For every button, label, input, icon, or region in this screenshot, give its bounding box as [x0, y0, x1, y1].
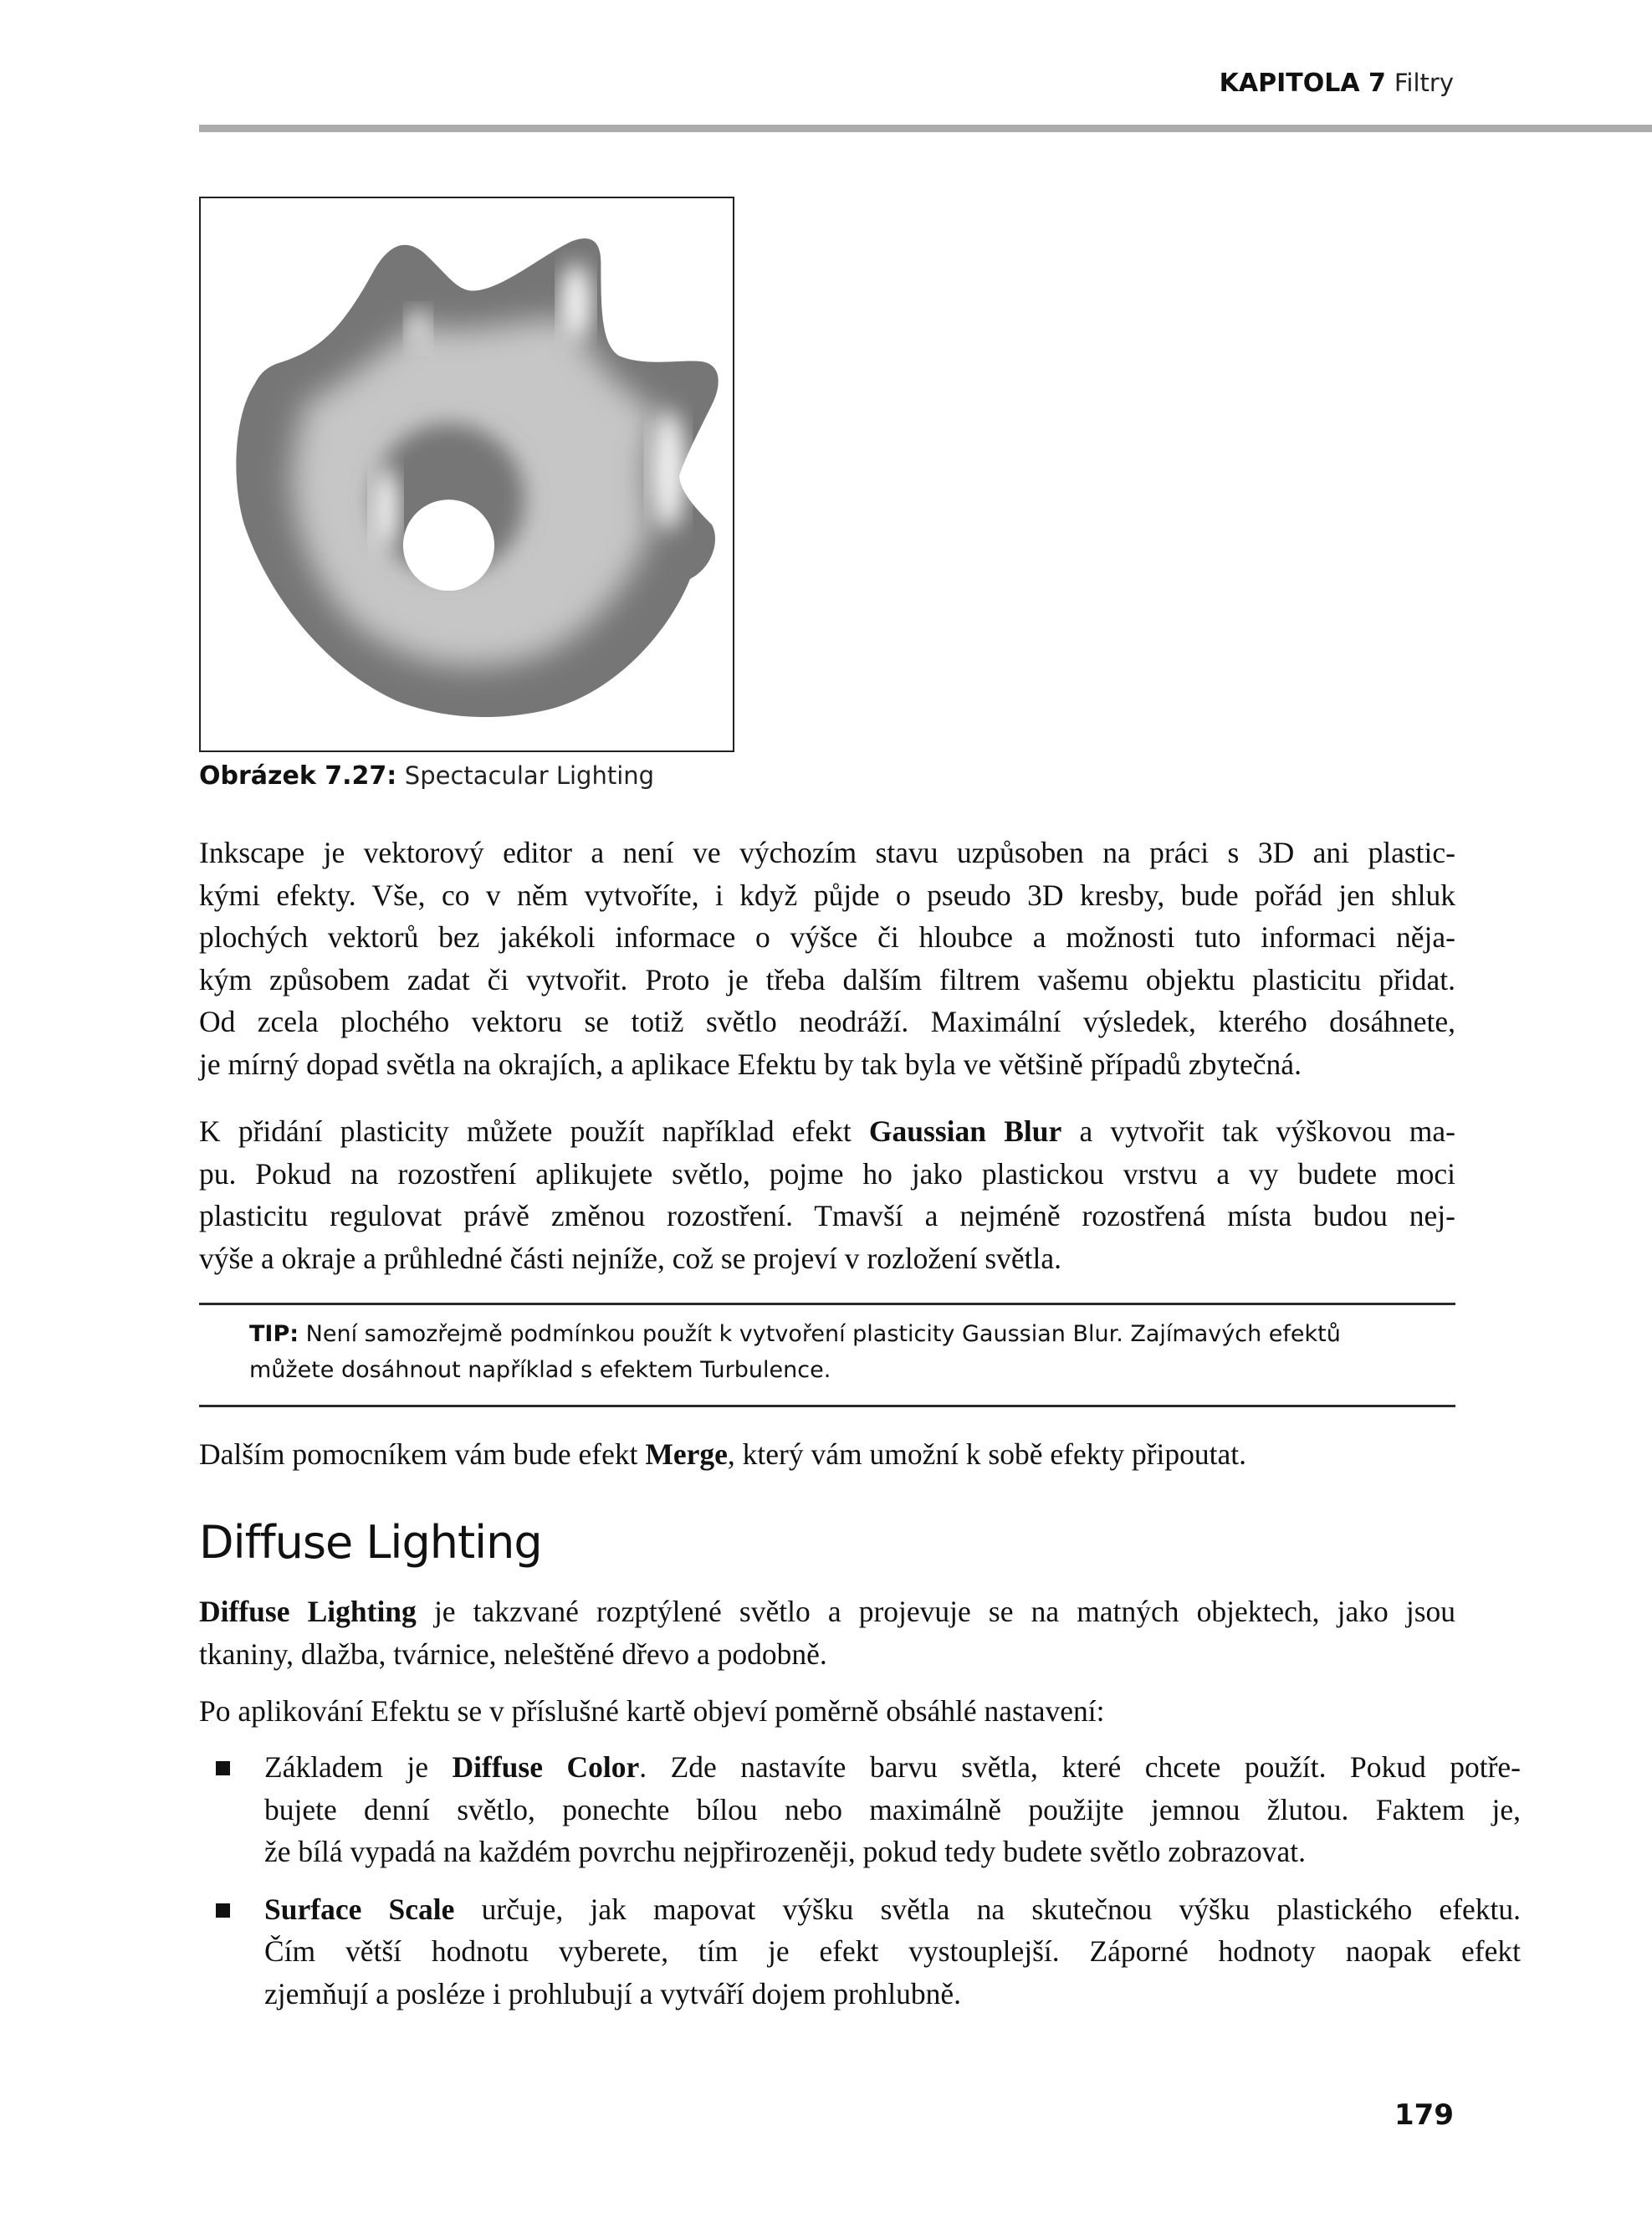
tip-top-rule — [199, 1303, 1455, 1305]
term-merge: Merge — [645, 1437, 728, 1471]
text-line: plasticitu regulovat právě změnou rozostření. Tmavší a nejméně rozostřená místa budou nej- — [199, 1199, 1455, 1232]
paragraph-gaussian-blur — [199, 1110, 1455, 1279]
section-heading: Diffuse Lighting — [199, 1516, 542, 1569]
inner-highlight — [372, 467, 398, 550]
running-head — [1220, 69, 1454, 98]
text-line: kými efekty. Vše, co v něm vytvoříte, i když půjde o pseudo 3D kresby, bude pořád jen shluk — [199, 878, 1455, 912]
paragraph-settings-intro — [199, 1690, 1455, 1733]
text-line — [199, 1110, 1455, 1153]
text-line: Od zcela plochého vektoru se totiž světlo neodráží. Maximální výsledek, kterého dosáhnete, — [199, 1005, 1455, 1038]
text-line: tkaniny, dlažba, tvárnice, neleštěné dřevo a podobně. — [199, 1637, 827, 1671]
text-line: je mírný dopad světla na okrajích, a aplikace Efektu by tak byla ve většině případů zbytečná. — [199, 1047, 1302, 1081]
figure-image — [199, 197, 734, 752]
text-line: zjemňují a posléze i prohlubují a vytváří dojem prohlubně. — [264, 1976, 962, 2010]
text-run: a vytvořit tak výškovou ma- — [1061, 1114, 1455, 1148]
text-line — [264, 1746, 1521, 1789]
bullet-square-icon — [216, 1903, 230, 1918]
tip-line: můžete dosáhnout například s efektem Turbulence. — [249, 1357, 831, 1383]
term-diffuse-color: Diffuse Color — [452, 1750, 640, 1784]
text-line: Inkscape je vektorový editor a není ve výchozím stavu uzpůsoben na práci s 3D ani plastic- — [199, 836, 1455, 869]
tip-text: Není samozřejmě podmínkou použít k vytvoření plasticity Gaussian Blur. Zajímavých efektů — [299, 1321, 1341, 1347]
text-line — [199, 1433, 1455, 1476]
tip-box — [249, 1316, 1437, 1388]
bullet-square-icon — [216, 1761, 230, 1775]
spectacular-lighting-shape — [201, 198, 733, 750]
chapter-label: KAPITOLA 7 — [1219, 69, 1386, 98]
caption-text: Spectacular Lighting — [404, 761, 655, 790]
tip-line — [249, 1316, 1437, 1352]
text-run: , který vám umožní k sobě efekty připoutat. — [727, 1437, 1246, 1471]
text-line: bujete denní světlo, ponechte bílou nebo maximálně použijte jemnou žlutou. Faktem je, — [264, 1792, 1521, 1826]
text-line: plochých vektorů bez jakékoli informace o výšce či hloubce a možnosti tuto informaci něja- — [199, 920, 1455, 954]
text-run: K přidání plasticity můžete použít například efekt — [199, 1114, 869, 1148]
text-line: kým způsobem zadat či vytvořit. Proto je třeba dalším filtrem vašemu objektu plasticitu přidat. — [199, 962, 1455, 996]
text-line: pu. Pokud na rozostření aplikujete světlo, pojme ho jako plastickou vrstvu a vy budete moci — [199, 1156, 1455, 1191]
tip-bottom-rule — [199, 1405, 1455, 1407]
figure-caption — [199, 761, 654, 791]
text-run: je takzvané rozptýlené světlo a projevuje se na matných objektech, jako jsou — [416, 1595, 1456, 1628]
paragraph-merge — [199, 1433, 1455, 1476]
page-number: 179 — [1394, 2098, 1454, 2132]
term-surface-scale: Surface Scale — [264, 1892, 455, 1926]
list-item-surface-scale — [199, 1888, 1521, 2016]
text-run: určuje, jak mapovat výšku světla na skutečnou výšku plastického efektu. — [454, 1892, 1522, 1926]
list-item-diffuse-color — [199, 1746, 1521, 1873]
spike-highlight — [560, 264, 591, 340]
top-spike-highlight — [407, 310, 429, 349]
text-line: Po aplikování Efektu se v příslušné kartě objeví poměrně obsáhlé nastavení: — [199, 1694, 1105, 1728]
text-line: výše a okraje a průhledné části nejníže, což se projeví v rozložení světla. — [199, 1241, 1062, 1275]
header-rule — [199, 125, 1652, 132]
settings-list — [199, 1746, 1522, 2015]
term-diffuse-lighting: Diffuse Lighting — [199, 1595, 417, 1628]
term-gaussian-blur: Gaussian Blur — [868, 1114, 1062, 1148]
paragraph-intro — [199, 832, 1455, 1085]
caption-label: Obrázek 7.27: — [199, 761, 397, 791]
text-run: Dalším pomocníkem vám bude efekt — [199, 1437, 646, 1471]
paragraph-diffuse-intro — [199, 1590, 1455, 1675]
text-line: Čím větší hodnotu vyberete, tím je efekt vystouplejší. Záporné hodnoty naopak efekt — [264, 1934, 1521, 1968]
text-run: Základem je — [264, 1750, 453, 1784]
chapter-title: Filtry — [1394, 69, 1454, 97]
text-line — [264, 1888, 1521, 1931]
right-edge-highlight — [651, 411, 686, 530]
text-line: že bílá vypadá na každém povrchu nejpřirozeněji, pokud tedy budete světlo zobrazovat. — [264, 1835, 1306, 1868]
text-run: . Zde nastavíte barvu světla, které chcete použít. Pokud potře- — [639, 1750, 1521, 1784]
text-line — [199, 1590, 1455, 1633]
tip-label: TIP: — [249, 1321, 299, 1347]
